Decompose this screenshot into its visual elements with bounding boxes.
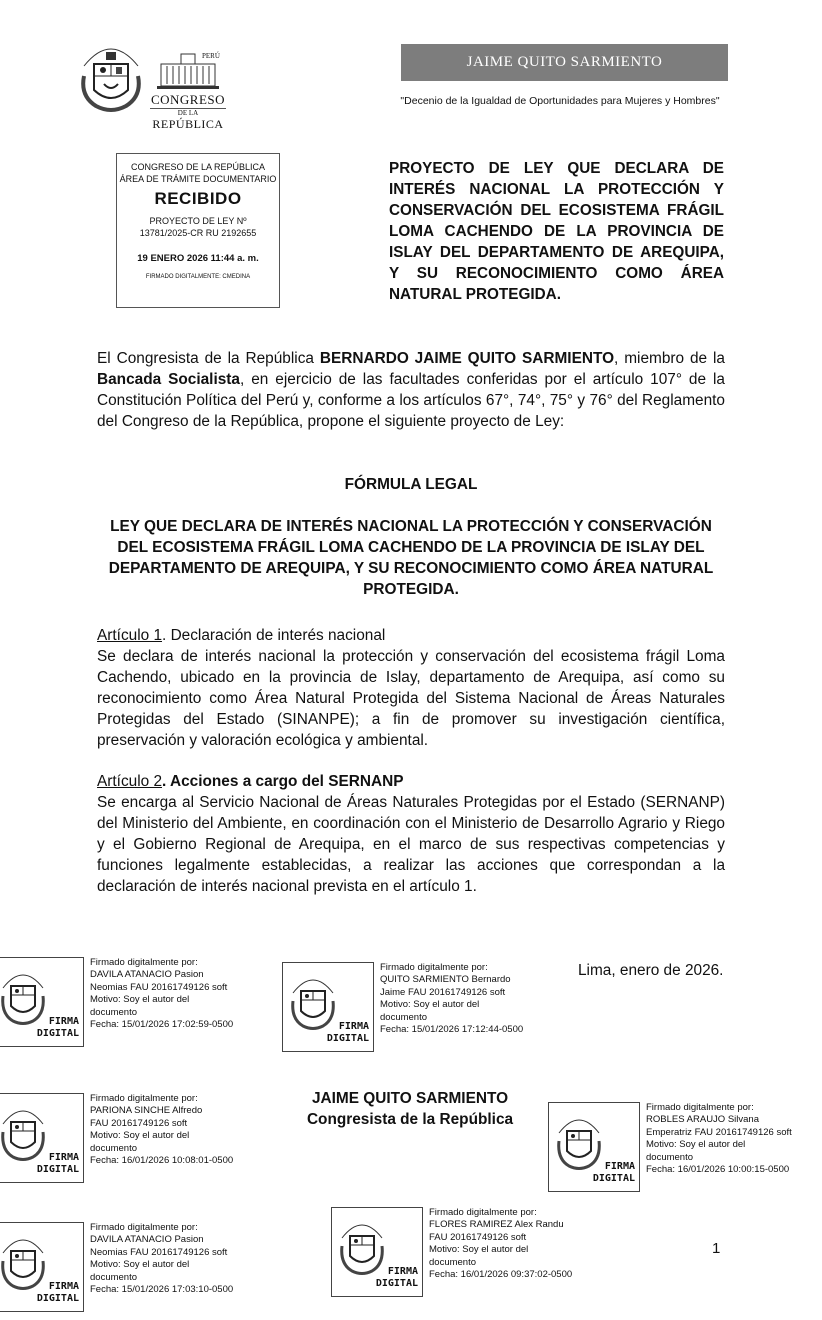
firma-label-line2: DIGITAL bbox=[375, 1278, 418, 1289]
stamp-status: RECIBIDO bbox=[154, 189, 242, 208]
formula-heading: FÓRMULA LEGAL bbox=[344, 476, 478, 493]
congreso-logo-country: PERÚ bbox=[202, 52, 220, 60]
signer-name: JAIME QUITO SARMIENTO bbox=[311, 1090, 509, 1107]
stamp-institution: CONGRESO DE LA REPÚBLICA bbox=[130, 162, 266, 172]
signature-line: Emperatriz FAU 20161749126 soft bbox=[646, 1126, 792, 1138]
signature-line: Motivo: Soy el autor del bbox=[90, 1130, 190, 1142]
article-2-heading bbox=[97, 771, 725, 792]
signature-details bbox=[380, 962, 545, 1036]
firma-label-line2: DIGITAL bbox=[36, 1293, 79, 1304]
name-banner: JAIME QUITO SARMIENTO bbox=[401, 44, 728, 81]
stamp-project-label: PROYECTO DE LEY Nº bbox=[149, 216, 247, 226]
firma-label-line1: FIRMA bbox=[387, 1266, 418, 1277]
signature-details bbox=[90, 957, 255, 1031]
law-title: LEY QUE DECLARA DE INTERÉS NACIONAL LA PROTECCIÓN Y CONSERVACIÓN DEL ECOSISTEMA FRÁGIL LOMA CACHENDO DE LA PROVINCIA DE ISLAY DEL DEPARTAMENTO DE AREQUIPA, Y SU RECONOCIMIENTO COMO ÁREA NATURAL PROTEGIDA. bbox=[108, 518, 714, 598]
firma-digital-seal bbox=[331, 1207, 423, 1297]
decade-motto: "Decenio de la Igualdad de Oportunidades para Mujeres y Hombres" bbox=[400, 95, 720, 107]
bancada-name: Bancada Socialista bbox=[97, 371, 240, 388]
signature-line: Fecha: 16/01/2026 10:00:15-0500 bbox=[646, 1164, 790, 1176]
firma-digital-label bbox=[37, 1281, 79, 1305]
signature-line: documento bbox=[90, 1006, 138, 1018]
article-1 bbox=[97, 625, 725, 751]
signature-line: Fecha: 15/01/2026 17:02:59-0500 bbox=[90, 1019, 234, 1031]
article-2-text: Se encarga al Servicio Nacional de Áreas Naturales Protegidas por el Estado (SERNANP) del Ministerio del Ambiente, en coordinación con el Ministerio de Desarrollo Agrario y Riego y el Gobierno Regional de Arequipa, en el marco de sus respectivas competencias y funciones legalmente establecidas, a realizar las acciones que correspondan a la declaración de interés nacional prevista en el artículo 1. bbox=[97, 794, 725, 895]
signature-line: DAVILA ATANACIO Pasion bbox=[90, 1234, 204, 1246]
congreso-logo-republica: REPÚBLICA bbox=[152, 117, 224, 131]
signature-line: PARIONA SINCHE Alfredo bbox=[90, 1105, 203, 1117]
signature-details bbox=[646, 1102, 811, 1176]
firma-label-line2: DIGITAL bbox=[36, 1028, 79, 1039]
firma-digital-seal bbox=[282, 962, 374, 1052]
firma-label-line2: DIGITAL bbox=[592, 1173, 635, 1184]
stamp-project-number: 13781/2025-CR RU 2192655 bbox=[139, 228, 257, 238]
page-number: 1 bbox=[712, 1240, 721, 1257]
stamp-signed: FIRMADO DIGITALMENTE: CMEDINA bbox=[145, 274, 251, 280]
signature-line: Fecha: 16/01/2026 09:37:02-0500 bbox=[429, 1269, 573, 1281]
signature-line: Motivo: Soy el autor del bbox=[90, 994, 190, 1006]
document-title: PROYECTO DE LEY QUE DECLARA DE INTERÉS NACIONAL LA PROTECCIÓN Y CONSERVACIÓN DEL ECOSISTEMA FRÁGIL LOMA CACHENDO DE LA PROVINCIA DE ISLAY DEL DEPARTAMENTO DE AREQUIPA, Y SU RECONOCIMIENTO COMO ÁREA NATURAL PROTEGIDA. bbox=[389, 160, 724, 303]
article-1-label: Artículo 1 bbox=[97, 627, 163, 644]
signature-line: Firmado digitalmente por: bbox=[90, 1222, 198, 1233]
signature-line: Jaime FAU 20161749126 soft bbox=[380, 986, 506, 998]
article-1-heading bbox=[97, 625, 725, 646]
signature-line: QUITO SARMIENTO Bernardo bbox=[380, 974, 511, 986]
firma-digital-label bbox=[37, 1152, 79, 1176]
signature-line: Motivo: Soy el autor del bbox=[90, 1259, 190, 1271]
reception-stamp bbox=[116, 153, 280, 308]
intro-text-1: El Congresista de la República bbox=[97, 350, 320, 367]
signature-line: Fecha: 15/01/2026 17:03:10-0500 bbox=[90, 1284, 234, 1296]
signature-line: documento bbox=[429, 1256, 477, 1268]
signature-details bbox=[429, 1207, 594, 1281]
signature-line: Firmado digitalmente por: bbox=[429, 1207, 537, 1218]
firma-label-line2: DIGITAL bbox=[326, 1033, 369, 1044]
firma-digital-seal bbox=[0, 957, 84, 1047]
intro-paragraph bbox=[97, 348, 725, 432]
signature-line: Firmado digitalmente por: bbox=[90, 1093, 198, 1104]
signature-details bbox=[90, 1093, 255, 1167]
signature-line: Motivo: Soy el autor del bbox=[429, 1244, 529, 1256]
stamp-area: ÁREA DE TRÁMITE DOCUMENTARIO bbox=[119, 174, 277, 184]
firma-digital-seal bbox=[548, 1102, 640, 1192]
signature-details bbox=[90, 1222, 255, 1296]
article-2-label: Artículo 2 bbox=[97, 773, 163, 790]
firma-label-line2: DIGITAL bbox=[36, 1164, 79, 1175]
signature-line: ROBLES ARAUJO Silvana bbox=[646, 1114, 759, 1126]
firma-label-line1: FIRMA bbox=[48, 1281, 79, 1292]
firma-digital-seal bbox=[0, 1222, 84, 1312]
firma-label-line1: FIRMA bbox=[48, 1152, 79, 1163]
article-2 bbox=[97, 771, 725, 897]
signature-line: Firmado digitalmente por: bbox=[90, 957, 198, 968]
intro-text-3: , en ejercicio de las facultades conferidas por el artículo 107° de la Constitución Política del Perú y, conforme a los artículos 67°, 74°, 75° y 76° del Reglamento del Congreso de la República, propone el siguiente proyecto de Ley: bbox=[97, 371, 725, 430]
firma-label-line1: FIRMA bbox=[604, 1161, 635, 1172]
firma-label-line1: FIRMA bbox=[338, 1021, 369, 1032]
signature-line: Fecha: 15/01/2026 17:12:44-0500 bbox=[380, 1024, 524, 1036]
signature-line: documento bbox=[90, 1142, 138, 1154]
signature-line: Firmado digitalmente por: bbox=[380, 962, 488, 973]
firma-digital-label bbox=[327, 1021, 369, 1045]
firma-label-line1: FIRMA bbox=[48, 1016, 79, 1027]
firma-digital-seal bbox=[0, 1093, 84, 1183]
article-1-title: . Declaración de interés nacional bbox=[162, 627, 386, 644]
signer-role: Congresista de la República bbox=[306, 1111, 514, 1128]
article-2-title: . Acciones a cargo del SERNANP bbox=[162, 773, 404, 790]
stamp-datetime: 19 ENERO 2026 11:44 a. m. bbox=[137, 253, 259, 264]
firma-digital-label bbox=[593, 1161, 635, 1185]
congreso-logo-del: DE LA bbox=[177, 109, 199, 117]
signature-line: Neomias FAU 20161749126 soft bbox=[90, 1246, 228, 1258]
signature-line: FAU 20161749126 soft bbox=[90, 1117, 188, 1129]
signature-line: documento bbox=[646, 1151, 694, 1163]
congressman-name: BERNARDO JAIME QUITO SARMIENTO bbox=[319, 350, 615, 367]
signature-line: Fecha: 16/01/2026 10:08:01-0500 bbox=[90, 1155, 234, 1167]
signature-line: FLORES RAMIREZ Alex Randu bbox=[429, 1219, 564, 1231]
signature-line: Neomias FAU 20161749126 soft bbox=[90, 981, 228, 993]
signature-line: FAU 20161749126 soft bbox=[429, 1231, 527, 1243]
article-1-text: Se declara de interés nacional la protección y conservación del ecosistema frágil Loma Cachendo, ubicado en la provincia de Islay, departamento de Arequipa, así como su reconocimiento como Área Natural Protegida del Sistema Nacional de Áreas Naturales Protegidas del Estado (SINANPE); a fin de promover su investigación científica, preservación y valoración ecológica y ambiental. bbox=[97, 648, 725, 749]
signature-line: Firmado digitalmente por: bbox=[646, 1102, 754, 1113]
signature-line: documento bbox=[90, 1271, 138, 1283]
signature-line: DAVILA ATANACIO Pasion bbox=[90, 969, 204, 981]
intro-text-2: , miembro de la bbox=[614, 350, 725, 367]
signer-block bbox=[290, 1088, 530, 1130]
peru-coat-of-arms bbox=[76, 36, 146, 116]
firma-digital-label bbox=[376, 1266, 418, 1290]
signature-line: Motivo: Soy el autor del bbox=[646, 1139, 746, 1151]
firma-digital-label bbox=[37, 1016, 79, 1040]
congreso-logo-word: CONGRESO bbox=[150, 92, 226, 107]
signature-line: documento bbox=[380, 1011, 428, 1023]
congreso-logo bbox=[150, 52, 226, 132]
place-date: Lima, enero de 2026. bbox=[578, 962, 724, 979]
signature-line: Motivo: Soy el autor del bbox=[380, 999, 480, 1011]
